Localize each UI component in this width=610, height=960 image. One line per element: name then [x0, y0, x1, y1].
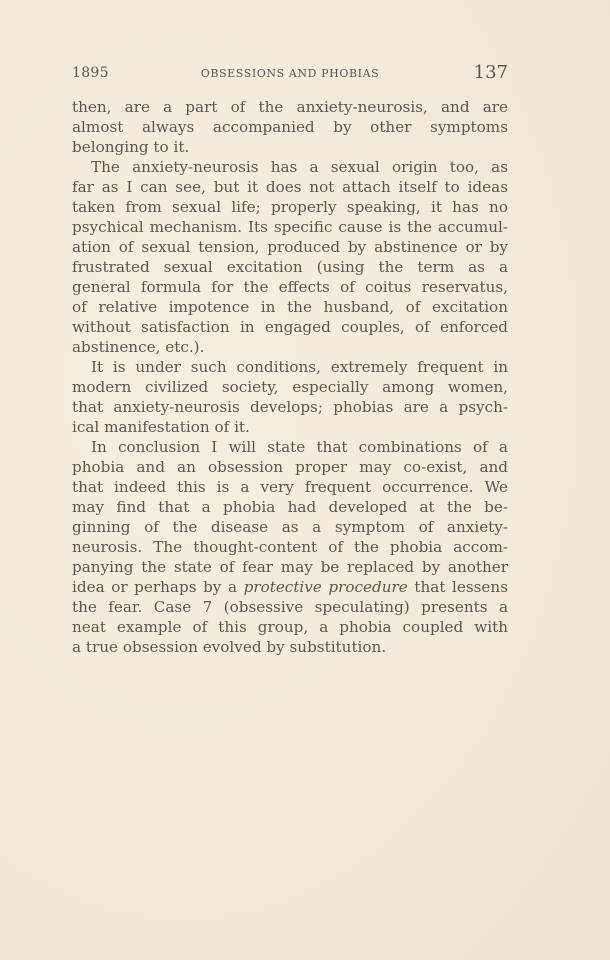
- text-line: [72, 577, 508, 597]
- text-line: [72, 537, 508, 557]
- text-segment: ical manifestation of it.: [72, 418, 250, 436]
- running-head-year: 1895: [72, 65, 109, 81]
- text-segment: It is under such conditions, extremely frequent in: [91, 358, 508, 376]
- text-segment: The anxiety-neurosis has a sexual origin too, as: [91, 158, 508, 176]
- text-line: [72, 637, 508, 657]
- text-segment: frustrated sexual excitation (using the term as a: [72, 258, 508, 276]
- text-segment: psychical mechanism. Its specific cause is the accumul-: [72, 218, 508, 236]
- text-segment: may find that a phobia had developed at the be-: [72, 498, 508, 516]
- text-line: [72, 337, 508, 357]
- text-segment: ginning of the disease as a symptom of anxiety-: [72, 518, 508, 536]
- text-line: [72, 137, 508, 157]
- text-line: [72, 297, 508, 317]
- text-line: [72, 177, 508, 197]
- text-line: [72, 437, 508, 457]
- text-segment: In conclusion I will state that combinations of a: [91, 438, 508, 456]
- text-segment: taken from sexual life; properly speaking, it has no: [72, 198, 508, 216]
- text-segment: that indeed this is a very frequent occurrence. We: [72, 478, 508, 496]
- text-line: [72, 317, 508, 337]
- text-line: [72, 457, 508, 477]
- text-line: [72, 417, 508, 437]
- text-segment: of relative impotence in the husband, of excitation: [72, 298, 508, 316]
- text-segment: the fear. Case 7 (obsessive speculating) presents a: [72, 598, 508, 616]
- running-head-title: OBSESSIONS AND PHOBIAS: [200, 67, 380, 80]
- text-segment: idea or perhaps by a: [72, 578, 244, 596]
- text-segment: that lessens: [407, 578, 508, 596]
- text-segment: neurosis. The thought-content of the phobia accom-: [72, 538, 508, 556]
- text-segment: neat example of this group, a phobia coupled with: [72, 618, 508, 636]
- text-line: [72, 217, 508, 237]
- text-segment: general formula for the effects of coitus reservatus,: [72, 278, 508, 296]
- text-line: [72, 377, 508, 397]
- text-segment: far as I can see, but it does not attach itself to ideas: [72, 178, 508, 196]
- text-segment: phobia and an obsession proper may co-exist, and: [72, 458, 508, 476]
- text-line: [72, 617, 508, 637]
- text-segment: then, are a part of the anxiety-neurosis, and are: [72, 98, 508, 116]
- text-line: [72, 557, 508, 577]
- text-segment: ation of sexual tension, produced by abstinence or by: [72, 238, 508, 256]
- text-line: [72, 237, 508, 257]
- text-line: [72, 117, 508, 137]
- text-segment: without satisfaction in engaged couples, of enforced: [72, 318, 508, 336]
- text-line: [72, 497, 508, 517]
- page-number: 137: [473, 62, 508, 83]
- text-line: [72, 97, 508, 117]
- italic-emphasis: protective procedure: [243, 578, 408, 596]
- text-segment: abstinence, etc.).: [72, 338, 205, 356]
- text-segment: almost always accompanied by other symptoms: [72, 118, 508, 136]
- text-line: [72, 277, 508, 297]
- text-line: [72, 597, 508, 617]
- text-line: [72, 357, 508, 377]
- text-line: [72, 157, 508, 177]
- text-line: [72, 477, 508, 497]
- text-line: [72, 517, 508, 537]
- text-segment: that anxiety-neurosis develops; phobias are a psych-: [72, 398, 508, 416]
- text-line: [72, 397, 508, 417]
- body-text: [72, 97, 508, 657]
- running-head: [72, 62, 508, 84]
- text-segment: a true obsession evolved by substitution.: [72, 638, 387, 656]
- text-segment: modern civilized society, especially among women,: [72, 378, 508, 396]
- text-line: [72, 197, 508, 217]
- text-segment: panying the state of fear may be replaced by another: [72, 558, 508, 576]
- text-line: [72, 257, 508, 277]
- text-segment: belonging to it.: [72, 138, 190, 156]
